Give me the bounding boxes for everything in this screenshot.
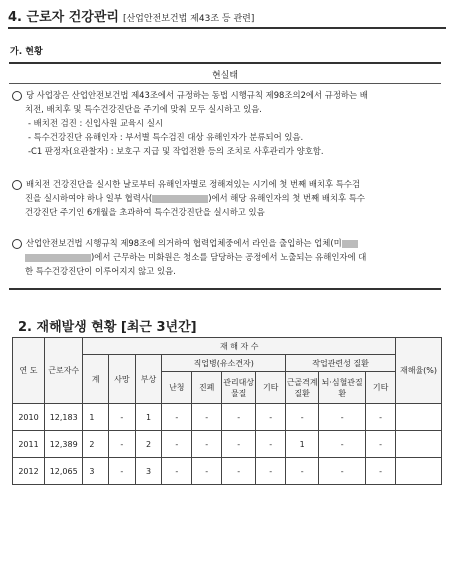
header-dust: 진폐 [192, 372, 222, 404]
cell-year: 2011 [13, 431, 45, 458]
redaction-block [25, 254, 91, 262]
p1-line-5: -C1 판정자(요관찰자) : 보호구 지급 및 작업전환 등의 조치로 사후관리가 양호함. [28, 146, 324, 156]
cell-workers: 12,183 [45, 404, 83, 431]
cell-etc1: - [256, 404, 286, 431]
header-injury: 부상 [135, 355, 162, 404]
cell-musculo: - [286, 404, 319, 431]
paragraph-1 [12, 88, 368, 158]
cell-dust: - [192, 458, 222, 485]
cell-rate [396, 431, 442, 458]
cell-injury: 1 [135, 404, 162, 431]
cell-noise: - [162, 458, 192, 485]
cell-etc2: - [366, 404, 396, 431]
title-rule [8, 27, 446, 29]
p2-line-2a: 진을 실시하여야 하나 일부 협력사( [25, 193, 153, 203]
cell-death: - [109, 431, 136, 458]
cell-death: - [109, 458, 136, 485]
paragraph-2 [12, 177, 365, 219]
header-year: 연 도 [13, 338, 45, 404]
cell-cerebro: - [319, 431, 366, 458]
section-2-title: 2. 재해발생 현황 [최근 3년간] [18, 320, 197, 335]
cell-rate [396, 458, 442, 485]
header-victims: 재 해 자 수 [83, 338, 396, 355]
section-subtitle: [산업안전보건법 제43조 등 관련] [122, 14, 255, 24]
redaction-block [152, 195, 208, 203]
p2-line-1: 배치전 건강진단을 실시한 날로부터 유해인자별로 정해져있는 시기에 첫 번째 배치후 특수검 [26, 179, 361, 189]
p3-line-2 [12, 250, 366, 264]
circle-bullet-icon [12, 91, 22, 101]
cell-chem: - [222, 431, 256, 458]
cell-etc1: - [256, 431, 286, 458]
table-row [13, 431, 442, 458]
header-etc2: 기타 [366, 372, 396, 404]
cell-musculo: 1 [286, 431, 319, 458]
cell-injury: 3 [135, 458, 162, 485]
cell-noise: - [162, 404, 192, 431]
p1-line-2: 치전, 배치후 및 특수건강진단을 주기에 맞춰 모두 실시하고 있음. [25, 104, 262, 114]
header-work-related: 작업관련성 질환 [286, 355, 396, 372]
cell-etc1: - [256, 458, 286, 485]
p2-line-2b: )에서 해당 유해인자의 첫 번째 배치후 특수 [208, 193, 365, 203]
cell-workers: 12,389 [45, 431, 83, 458]
box-header-rule [9, 83, 441, 84]
cell-chem: - [222, 404, 256, 431]
header-noise: 난청 [162, 372, 192, 404]
header-occ-disease: 직업병(유소견자) [162, 355, 286, 372]
p3-line-1: 산업안전보건법 시행규칙 제98조에 의거하여 협력업체중에서 라인을 출입하는 업체(미 [26, 238, 342, 248]
header-cerebro: 뇌·심혈관질환 [319, 372, 366, 404]
p1-line-4: - 특수건강진단 유해인자 : 부서별 특수검진 대상 유해인자가 분류되어 있음. [28, 132, 304, 142]
table-row [13, 404, 442, 431]
cell-total: 3 [83, 458, 109, 485]
section-title [8, 6, 254, 25]
cell-dust: - [192, 431, 222, 458]
cell-workers: 12,065 [45, 458, 83, 485]
p3-line-3: 한 특수건강진단이 이루어지지 않고 있음. [25, 266, 176, 276]
p3-line-2b: )에서 근무하는 미화원은 청소를 담당하는 공정에서 노출되는 유해인자에 대 [91, 252, 367, 262]
cell-noise: - [162, 431, 192, 458]
header-workers: 근로자수 [45, 338, 83, 404]
cell-etc2: - [366, 431, 396, 458]
cell-year: 2010 [13, 404, 45, 431]
circle-bullet-icon [12, 180, 22, 190]
table-row [13, 458, 442, 485]
cell-year: 2012 [13, 458, 45, 485]
accident-stats-table [12, 337, 442, 485]
cell-etc2: - [366, 458, 396, 485]
cell-death: - [109, 404, 136, 431]
status-box [9, 62, 441, 290]
redaction-block [342, 240, 358, 248]
cell-cerebro: - [319, 404, 366, 431]
paragraph-3 [12, 236, 366, 278]
circle-bullet-icon [12, 239, 22, 249]
cell-chem: - [222, 458, 256, 485]
cell-total: 1 [83, 404, 109, 431]
header-death: 사망 [109, 355, 136, 404]
header-total: 계 [83, 355, 109, 404]
header-musculo: 근골격계질환 [286, 372, 319, 404]
box-header: 현실태 [211, 71, 239, 81]
header-rate: 재해율(%) [396, 338, 442, 404]
p2-line-3: 건강진단 주기인 6개월을 초과하여 특수건강진단을 실시하고 있음 [25, 207, 265, 217]
section-title-text: 4. 근로자 건강관리 [8, 10, 119, 25]
cell-dust: - [192, 404, 222, 431]
cell-injury: 2 [135, 431, 162, 458]
cell-musculo: - [286, 458, 319, 485]
cell-rate [396, 404, 442, 431]
subheading: 가. 현황 [10, 47, 43, 57]
header-chem: 관리대상물질 [222, 372, 256, 404]
cell-cerebro: - [319, 458, 366, 485]
p1-line-3: - 배치전 검진 : 신입사원 교육시 실시 [28, 118, 164, 128]
header-etc1: 기타 [256, 372, 286, 404]
p1-line-1: 당 사업장은 산업안전보건법 제43조에서 규정하는 동법 시행규칙 제98조의2에서 규정하는 배 [26, 90, 368, 100]
p2-line-2 [12, 191, 365, 205]
cell-total: 2 [83, 431, 109, 458]
